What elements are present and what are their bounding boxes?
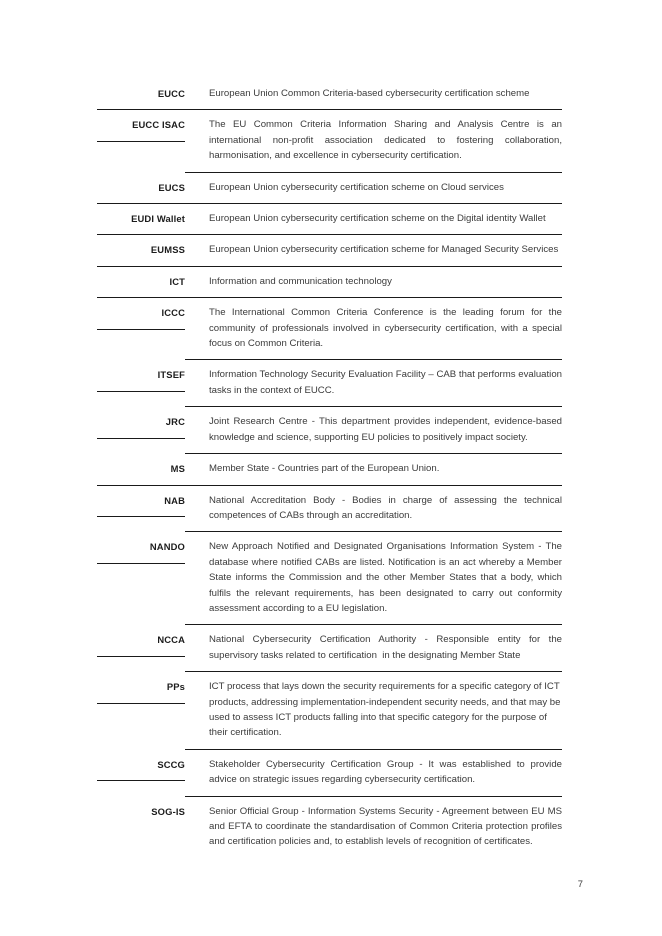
glossary-term: NANDO (149, 541, 185, 553)
glossary-term: EUCC ISAC (132, 119, 185, 131)
glossary-definition-cell (185, 672, 562, 750)
glossary-term-rule (97, 454, 185, 485)
glossary-definition-rule (185, 204, 562, 235)
glossary-term-rule (97, 672, 185, 703)
glossary-term-cell (97, 750, 185, 797)
glossary-term-cell (97, 797, 185, 858)
glossary-term-rule (97, 625, 185, 656)
glossary-table-body (97, 79, 565, 858)
glossary-definition-rule (185, 173, 562, 204)
glossary-definition-rule (185, 454, 562, 485)
glossary-row (97, 625, 562, 672)
glossary-term: ITSEF (157, 369, 185, 381)
glossary-row (97, 750, 562, 797)
glossary-definition-cell (185, 204, 562, 235)
glossary-term-rule (97, 204, 185, 235)
glossary-definition: ICT process that lays down the security requirements for a specific category of ICT products, addressing implementation-independent security needs, and that may be used to assess ICT products falling into that specific category for the purpose of their certification. (209, 681, 564, 739)
glossary-definition-cell (185, 454, 562, 485)
glossary-term-rule (97, 79, 185, 110)
glossary-term-cell (97, 532, 185, 625)
glossary-term-rule (97, 267, 185, 298)
glossary-definition: Senior Official Group - Information Systems Security - Agreement between EU MS and EFTA to coordinate the standardisation of Common Criteria protection profiles and certification policies and, to establish levels of recognition of certificates. (209, 805, 565, 848)
glossary-term: EUMSS (150, 244, 185, 256)
page-number: 7 (577, 878, 583, 889)
glossary-definition-rule (185, 672, 562, 750)
glossary-row (97, 173, 562, 204)
glossary-definition-rule (185, 750, 565, 797)
glossary-term: JRC (165, 416, 185, 428)
glossary-term: SOG-IS (151, 805, 185, 817)
glossary-definition-rule (185, 235, 562, 266)
glossary-definition-rule (185, 110, 565, 172)
glossary-definition: Stakeholder Cybersecurity Certification Group - It was established to provide advice on strategic issues regarding cybersecurity certification. (209, 758, 565, 786)
glossary-definition-cell (185, 532, 565, 625)
glossary-term-rule (97, 407, 185, 438)
glossary-term-cell (97, 235, 185, 266)
glossary-term: ICT (169, 275, 185, 287)
glossary-term: EUDI Wallet (131, 213, 185, 225)
glossary-term-cell (97, 407, 185, 454)
glossary-definition: Information and communication technology (209, 275, 392, 287)
glossary-definition-cell (185, 360, 565, 407)
glossary-definition: European Union Common Criteria-based cybersecurity certification scheme (209, 88, 530, 99)
glossary-term: EUCS (158, 181, 185, 193)
glossary-definition-cell (185, 267, 562, 298)
glossary-definition-rule (185, 298, 565, 360)
glossary-definition-rule (185, 407, 565, 454)
glossary-term-cell (97, 486, 185, 533)
glossary-term-rule (97, 360, 185, 391)
glossary-definition-rule (185, 797, 565, 858)
glossary-row (97, 360, 562, 407)
glossary-definition-cell (185, 79, 562, 110)
glossary-term-rule (97, 532, 185, 563)
glossary-definition-cell (185, 298, 565, 360)
glossary-definition-rule (185, 625, 565, 672)
glossary-term: MS (170, 463, 185, 475)
glossary-row (97, 797, 562, 858)
glossary-term: NCCA (157, 634, 185, 646)
glossary-row (97, 298, 562, 360)
glossary-term-cell (97, 267, 185, 298)
glossary-definition: Information Technology Security Evaluation Facility – CAB that performs evaluation tasks in the context of EUCC. (209, 369, 565, 396)
glossary-term-rule (97, 486, 185, 517)
glossary-term-rule (97, 173, 185, 204)
glossary-row (97, 672, 562, 750)
glossary-definition-rule (185, 360, 565, 407)
glossary-definition-rule (185, 486, 565, 533)
glossary-definition: European Union cybersecurity certification scheme on Cloud services (209, 181, 504, 193)
glossary-row (97, 532, 562, 625)
glossary-row (97, 454, 562, 485)
glossary-definition: European Union cybersecurity certification scheme for Managed Security Services (209, 244, 559, 256)
glossary-definition-cell (185, 235, 562, 266)
glossary-definition-rule (185, 532, 565, 625)
glossary-definition-cell (185, 625, 565, 672)
glossary-term-cell (97, 110, 185, 172)
glossary-definition-cell (185, 407, 565, 454)
glossary-definition-cell (185, 750, 565, 797)
glossary-row (97, 110, 562, 172)
glossary-term-cell (97, 79, 185, 110)
glossary-term: SCCG (157, 758, 185, 770)
glossary-term-cell (97, 173, 185, 204)
glossary-row (97, 79, 562, 110)
glossary-definition: European Union cybersecurity certification scheme on the Digital identity Wallet (209, 213, 546, 225)
glossary-term-rule (97, 110, 185, 141)
glossary-term-cell (97, 625, 185, 672)
glossary-row (97, 267, 562, 298)
glossary-term: PPs (166, 681, 185, 693)
glossary-term-rule (97, 797, 185, 827)
glossary-definition: National Cybersecurity Certification Authority - Responsible entity for the supervisory tasks related to certification in the designating Member State (209, 634, 565, 661)
glossary-definition-cell (185, 110, 565, 172)
glossary-definition: The International Common Criteria Conference is the leading forum for the community of professionals involved in cybersecurity certification, with a special focus on Common Criteria. (209, 307, 565, 350)
glossary-definition-rule (185, 79, 562, 110)
glossary-term-cell (97, 360, 185, 407)
glossary-term: ICCC (161, 307, 185, 319)
glossary-definition: New Approach Notified and Designated Organisations Information System - The database where notified CABs are listed. Notification is an act whereby a Member State informs the Commission and the other Member States that a body, which fulfils the relevant requirements, has been designated to carry out conformity assessment according to a EU legislation. (209, 541, 565, 614)
glossary-row (97, 407, 562, 454)
glossary-term: NAB (164, 494, 185, 506)
glossary-definition: National Accreditation Body - Bodies in charge of assessing the technical competences of CABs through an accreditation. (209, 494, 565, 521)
glossary-definition: Member State - Countries part of the European Union. (209, 463, 440, 475)
glossary-row (97, 204, 562, 235)
glossary-term-cell (97, 672, 185, 750)
glossary-definition-cell (185, 797, 565, 858)
glossary-definition-cell (185, 173, 562, 204)
glossary-term-cell (97, 454, 185, 485)
glossary-term: EUCC (157, 88, 185, 99)
glossary-definition-cell (185, 486, 565, 533)
glossary-term-rule (97, 235, 185, 266)
glossary-term-rule (97, 298, 185, 329)
glossary-term-cell (97, 204, 185, 235)
glossary-term-rule (97, 750, 185, 781)
glossary-definition-rule (185, 267, 562, 298)
glossary-row (97, 235, 562, 266)
glossary-term-cell (97, 298, 185, 360)
glossary-row (97, 486, 562, 533)
glossary-definition: Joint Research Centre - This department provides independent, evidence-based knowledge and science, supporting EU policies to positively impact society. (209, 416, 565, 443)
glossary-table (97, 79, 565, 858)
glossary-definition: The EU Common Criteria Information Sharing and Analysis Centre is an international non-profit association dedicated to fostering collaboration, harmonisation, and excellence in cybersecurity certification. (209, 119, 565, 162)
